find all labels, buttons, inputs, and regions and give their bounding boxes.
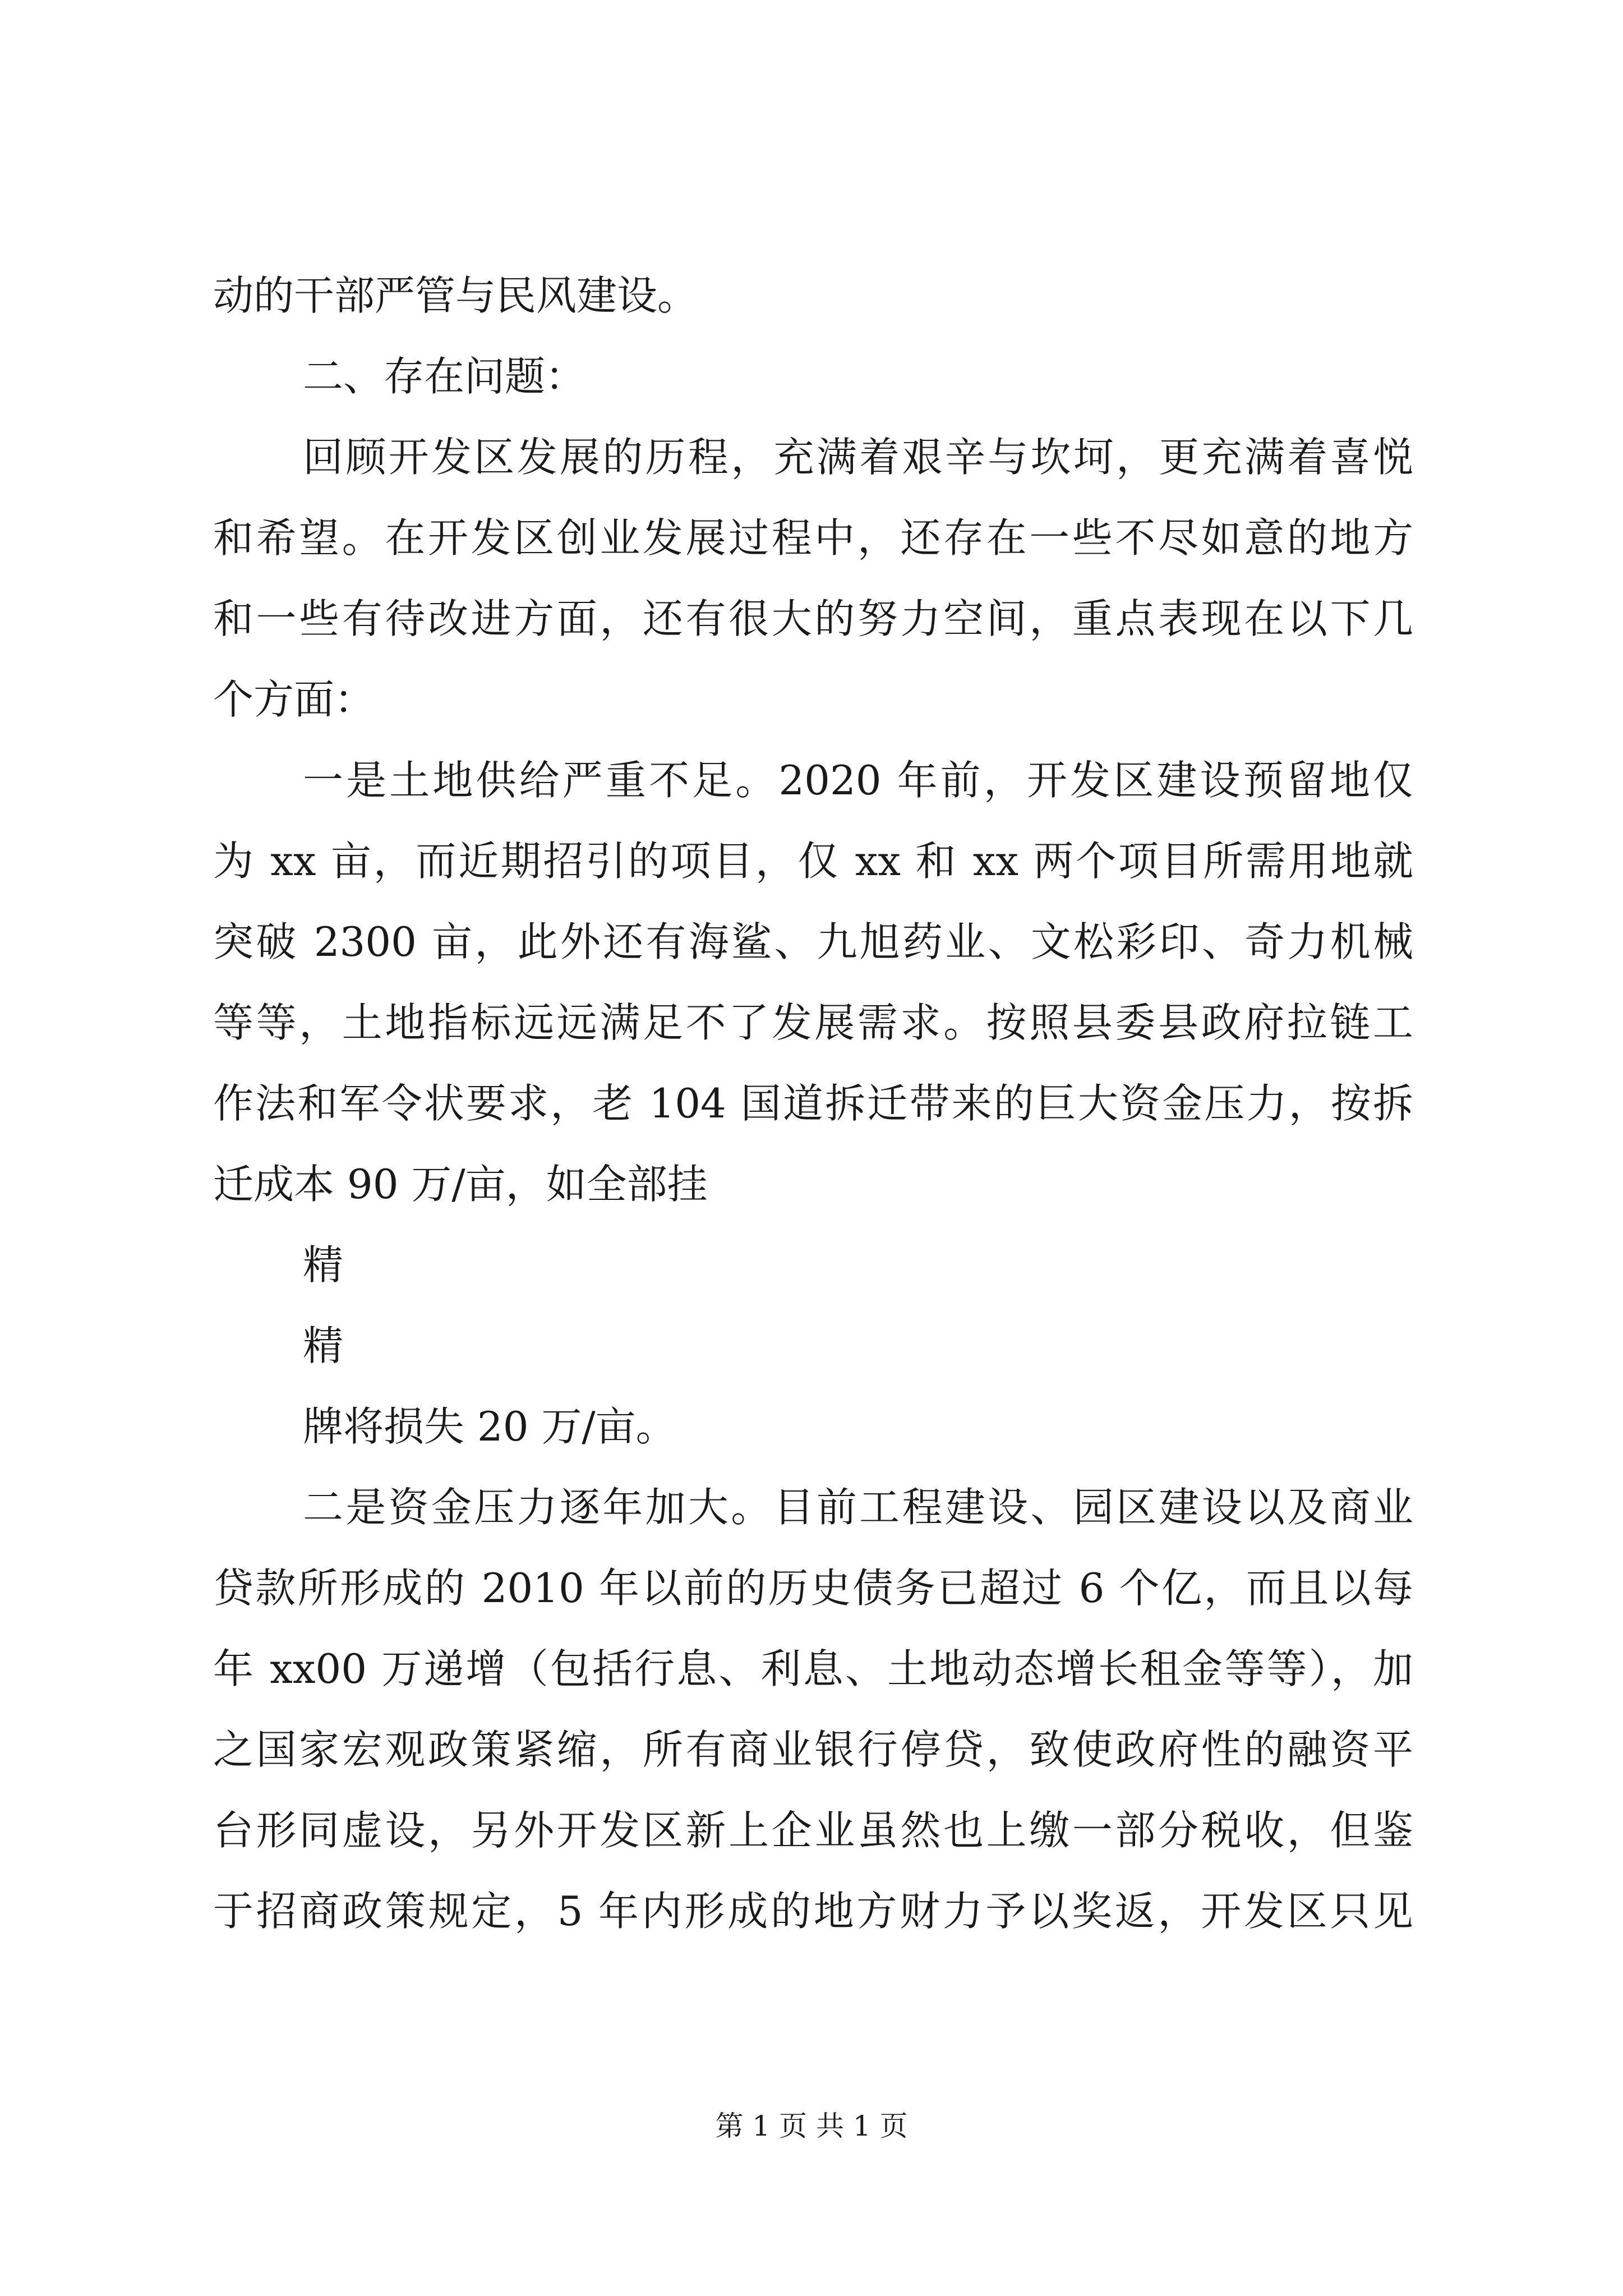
text-line: 迁成本 90 万/亩，如全部挂 — [213, 1161, 708, 1208]
text-line: 牌将损失 20 万/亩。 — [303, 1403, 676, 1450]
text-line: 精 — [303, 1241, 344, 1289]
text-line: 和希望。在开发区创业发展过程中，还存在一些不尽如意的地方 — [213, 514, 1413, 562]
page-footer: 第 1 页 共 1 页 — [715, 2110, 908, 2142]
document-body — [213, 255, 1413, 1952]
text-line: 二是资金压力逐年加大。目前工程建设、园区建设以及商业 — [303, 1484, 1413, 1531]
section-heading: 二、存在问题： — [303, 353, 586, 400]
text-line: 动的干部严管与民风建设。 — [213, 272, 698, 319]
text-line: 之国家宏观政策紧缩，所有商业银行停贷，致使政府性的融资平 — [213, 1726, 1413, 1773]
text-line: 作法和军令状要求，老 104 国道拆迁带来的巨大资金压力，按拆 — [213, 1080, 1413, 1127]
text-line: 回顾开发区发展的历程，充满着艰辛与坎坷，更充满着喜悦 — [303, 434, 1413, 481]
text-line: 一是土地供给严重不足。2020 年前，开发区建设预留地仅 — [303, 757, 1413, 804]
text-line: 等等，土地指标远远满足不了发展需求。按照县委县政府拉链工 — [213, 999, 1413, 1046]
text-line: 为 xx 亩，而近期招引的项目，仅 xx 和 xx 两个项目所需用地就 — [213, 838, 1413, 885]
text-line: 突破 2300 亩，此外还有海鲨、九旭药业、文松彩印、奇力机械 — [213, 918, 1413, 965]
text-line: 于招商政策规定，5 年内形成的地方财力予以奖返，开发区只见 — [213, 1888, 1413, 1935]
text-line: 精 — [303, 1322, 344, 1369]
text-line: 个方面： — [213, 676, 375, 723]
text-line: 年 xx00 万递增（包括行息、利息、土地动态增长租金等等），加 — [213, 1645, 1413, 1692]
text-line: 贷款所形成的 2010 年以前的历史债务已超过 6 个亿，而且以每 — [213, 1565, 1413, 1612]
text-line: 台形同虚设，另外开发区新上企业虽然也上缴一部分税收，但鉴 — [213, 1807, 1413, 1854]
text-line: 和一些有待改进方面，还有很大的努力空间，重点表现在以下几 — [213, 595, 1413, 642]
